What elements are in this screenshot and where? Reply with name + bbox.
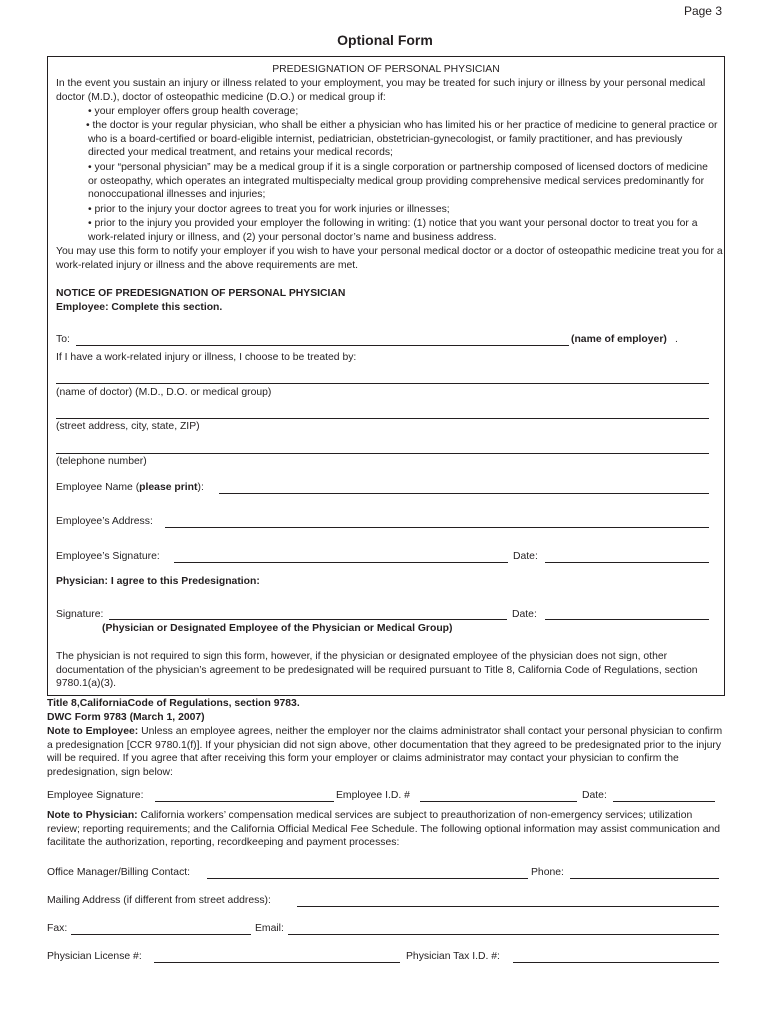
physician-license-label: Physician License #:	[47, 951, 142, 962]
telephone-field[interactable]	[56, 453, 709, 454]
note-to-employee: Note to Employee: Unless an employee agrees, neither the employer nor the claims administrator shall contact your personal physician to confirm a predesignation [CCR 9780.1(f)]. If your physician did not sign above, other documentation that they agreed to be predesignated prior to the injury will be required. If you agree that after receiving this form your employer or claims administrator may contact your physician to confirm the predesignation, sign below:	[47, 726, 723, 778]
employee-id-field[interactable]	[420, 801, 577, 802]
phone-label: Phone:	[531, 867, 564, 878]
physician-signature-field[interactable]	[109, 619, 507, 620]
notice-heading: NOTICE OF PREDESIGNATION OF PERSONAL PHYSICIAN	[56, 288, 346, 299]
choose-text: If I have a work-related injury or illness, I choose to be treated by:	[56, 352, 357, 363]
physician-signature-caption: (Physician or Designated Employee of the Physician or Medical Group)	[102, 623, 453, 634]
employee-address-label: Employee’s Address:	[56, 516, 153, 527]
mailing-address-field[interactable]	[297, 906, 719, 907]
email-field[interactable]	[288, 934, 719, 935]
page-number: Page 3	[683, 4, 722, 18]
physician-signature-label: Signature:	[56, 609, 104, 620]
street-address-caption: (street address, city, state, ZIP)	[56, 421, 200, 432]
physician-tax-id-label: Physician Tax I.D. #:	[406, 951, 500, 962]
not-required-note: The physician is not required to sign this form, however, if the physician or designated employee of the physician does not sign, other documentation of the physician’s agreement to be predesignated will be required pursuant to Title 8, California Code of Regulations, section 9780.1(a)(3).	[56, 651, 698, 689]
footer-employee-signature-field[interactable]	[155, 801, 334, 802]
telephone-caption: (telephone number)	[56, 456, 147, 467]
employee-name-field[interactable]	[219, 493, 709, 494]
fax-field[interactable]	[71, 934, 251, 935]
closing-paragraph: You may use this form to notify your employer if you wish to have your personal medical doctor or a doctor of osteopathic medicine treat you for a work-related injury or illness and the above requirements are met.	[56, 246, 723, 271]
employee-id-label: Employee I.D. #	[336, 790, 410, 801]
footer-date-label: Date:	[582, 790, 607, 801]
employee-date-label: Date:	[513, 551, 538, 562]
employee-signature-field[interactable]	[174, 562, 508, 563]
to-label: To:	[56, 334, 70, 345]
employer-period: .	[675, 334, 678, 345]
footer-date-field[interactable]	[613, 801, 715, 802]
title8-reference: Title 8,CaliforniaCode of Regulations, section 9783.	[47, 698, 300, 709]
footer-employee-signature-label: Employee Signature:	[47, 790, 144, 801]
doctor-name-field[interactable]	[56, 383, 709, 384]
phone-field[interactable]	[570, 878, 719, 879]
physician-license-field[interactable]	[154, 962, 400, 963]
physician-date-label: Date:	[512, 609, 537, 620]
employer-name-field[interactable]	[76, 345, 569, 346]
note-to-physician: Note to Physician: California workers’ compensation medical services are subject to preauthorization of non-emergency services; utilization review; reporting requirements; and the California Official Medical Fee Schedule. The following optional information may assist communication and facilitate the authorization, reporting, recordkeeping and payment processes:	[47, 810, 721, 848]
mailing-address-label: Mailing Address (if different from street address):	[47, 895, 271, 906]
street-address-field[interactable]	[56, 418, 709, 419]
bullet-group-coverage: • your employer offers group health coverage;	[88, 106, 299, 117]
employee-name-label: Employee Name (please print):	[56, 482, 204, 493]
employee-signature-label: Employee’s Signature:	[56, 551, 160, 562]
bullet-medical-group: • your “personal physician” may be a medical group if it is a single corporation or partnership composed of licensed doctors of medicine or osteopathy, which operates an integrated multispecialty medical group providing comprehensive medical services predominantly for nonoccupational illnesses and injuries;	[88, 162, 708, 200]
employee-date-field[interactable]	[545, 562, 709, 563]
predesignation-heading: PREDESIGNATION OF PERSONAL PHYSICIAN	[272, 64, 500, 75]
notice-subheading: Employee: Complete this section.	[56, 302, 223, 313]
physician-date-field[interactable]	[545, 619, 709, 620]
office-manager-field[interactable]	[207, 878, 528, 879]
physician-tax-id-field[interactable]	[513, 962, 719, 963]
dwc-form-number: DWC Form 9783 (March 1, 2007)	[47, 712, 205, 723]
email-label: Email:	[255, 923, 284, 934]
doctor-name-caption: (name of doctor) (M.D., D.O. or medical group)	[56, 387, 272, 398]
employer-name-caption: (name of employer)	[571, 334, 667, 345]
intro-paragraph: In the event you sustain an injury or illness related to your employment, you may be treated for such injury or illness by your personal medical doctor (M.D.), doctor of osteopathic medicine (D.O.) or medical group if:	[56, 78, 706, 103]
bullet-written-notice: • prior to the injury you provided your employer the following in writing: (1) notice that you want your personal doctor to treat you for a work-related injury or illness, and (2) your personal doctor’s name and business address.	[88, 218, 698, 243]
physician-agree-label: Physician: I agree to this Predesignation:	[56, 576, 260, 587]
bullet-doctor-agrees: • prior to the injury your doctor agrees to treat you for work injuries or illnesses;	[88, 204, 450, 215]
form-title: Optional Form	[337, 32, 433, 48]
fax-label: Fax:	[47, 923, 68, 934]
employee-address-field[interactable]	[165, 527, 709, 528]
office-manager-label: Office Manager/Billing Contact:	[47, 867, 191, 878]
bullet-regular-physician: • the doctor is your regular physician, who shall be either a physician who has limited his or her practice of medicine to general practice or who is a board-certified or board-eligible internist, pediatrician, obstetrician-gynecologist, or family practitioner, and has previously directed your medical treatment, and retains your medical records;	[86, 120, 718, 158]
